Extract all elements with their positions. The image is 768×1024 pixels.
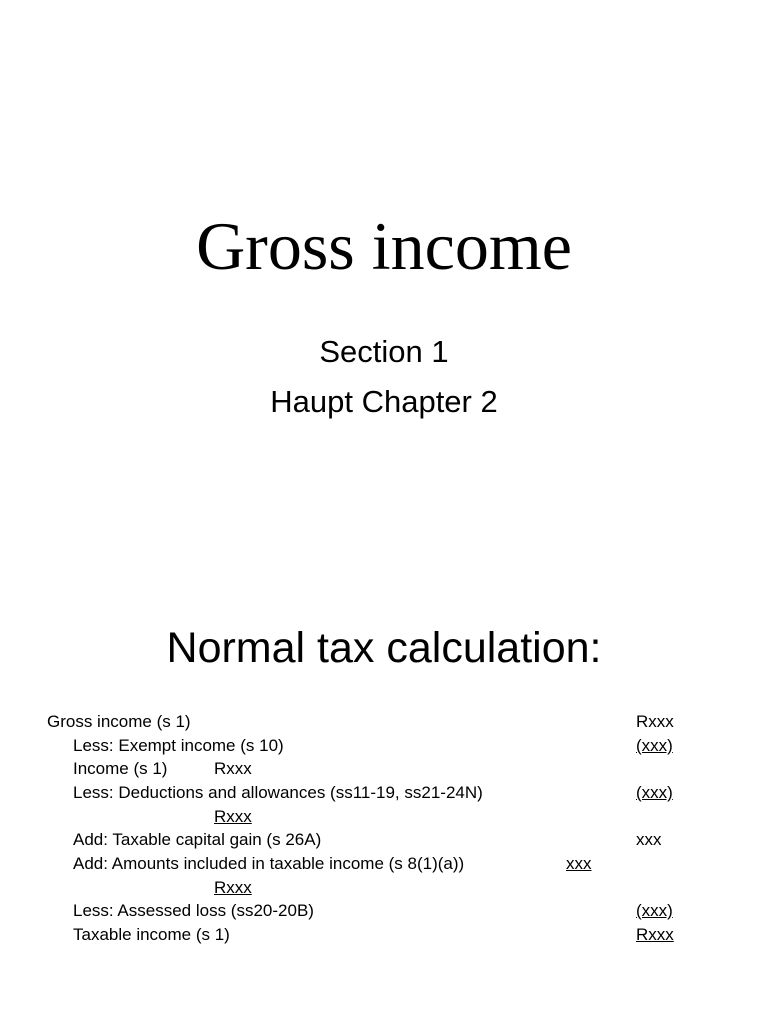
row-income-label: Income (s 1): [73, 759, 168, 778]
slide-subtitle-chapter: Haupt Chapter 2: [270, 384, 498, 419]
row-exempt-income-amount: (xxx): [636, 736, 673, 755]
slide-title: Gross income: [196, 208, 572, 284]
row-amounts-included-amount: xxx: [566, 854, 592, 873]
slide-subtitle-section: Section 1: [319, 334, 449, 369]
row-taxable-income-amount: Rxxx: [636, 925, 674, 944]
row-subtotal-1: Rxxx: [214, 807, 252, 826]
row-gross-income-label: Gross income (s 1): [47, 712, 191, 731]
row-taxable-income-label: Taxable income (s 1): [73, 925, 230, 944]
row-deductions-label: Less: Deductions and allowances (ss11-19, ss21-24N): [73, 783, 483, 802]
row-capital-gain-label: Add: Taxable capital gain (s 26A): [73, 830, 322, 849]
row-assessed-loss-label: Less: Assessed loss (ss20-20B): [73, 901, 314, 920]
row-amounts-included-label: Add: Amounts included in taxable income (s 8(1)(a)): [73, 854, 465, 873]
calculation-title: Normal tax calculation:: [166, 624, 602, 672]
row-assessed-loss-amount: (xxx): [636, 901, 673, 920]
row-exempt-income-label: Less: Exempt income (s 10): [73, 736, 284, 755]
row-capital-gain-amount: xxx: [636, 830, 662, 849]
row-subtotal-2: Rxxx: [214, 878, 252, 897]
row-gross-income-amount: Rxxx: [636, 712, 674, 731]
row-income-amount: Rxxx: [214, 759, 252, 778]
calculation-slide: [0, 512, 768, 1024]
row-deductions-amount: (xxx): [636, 783, 673, 802]
